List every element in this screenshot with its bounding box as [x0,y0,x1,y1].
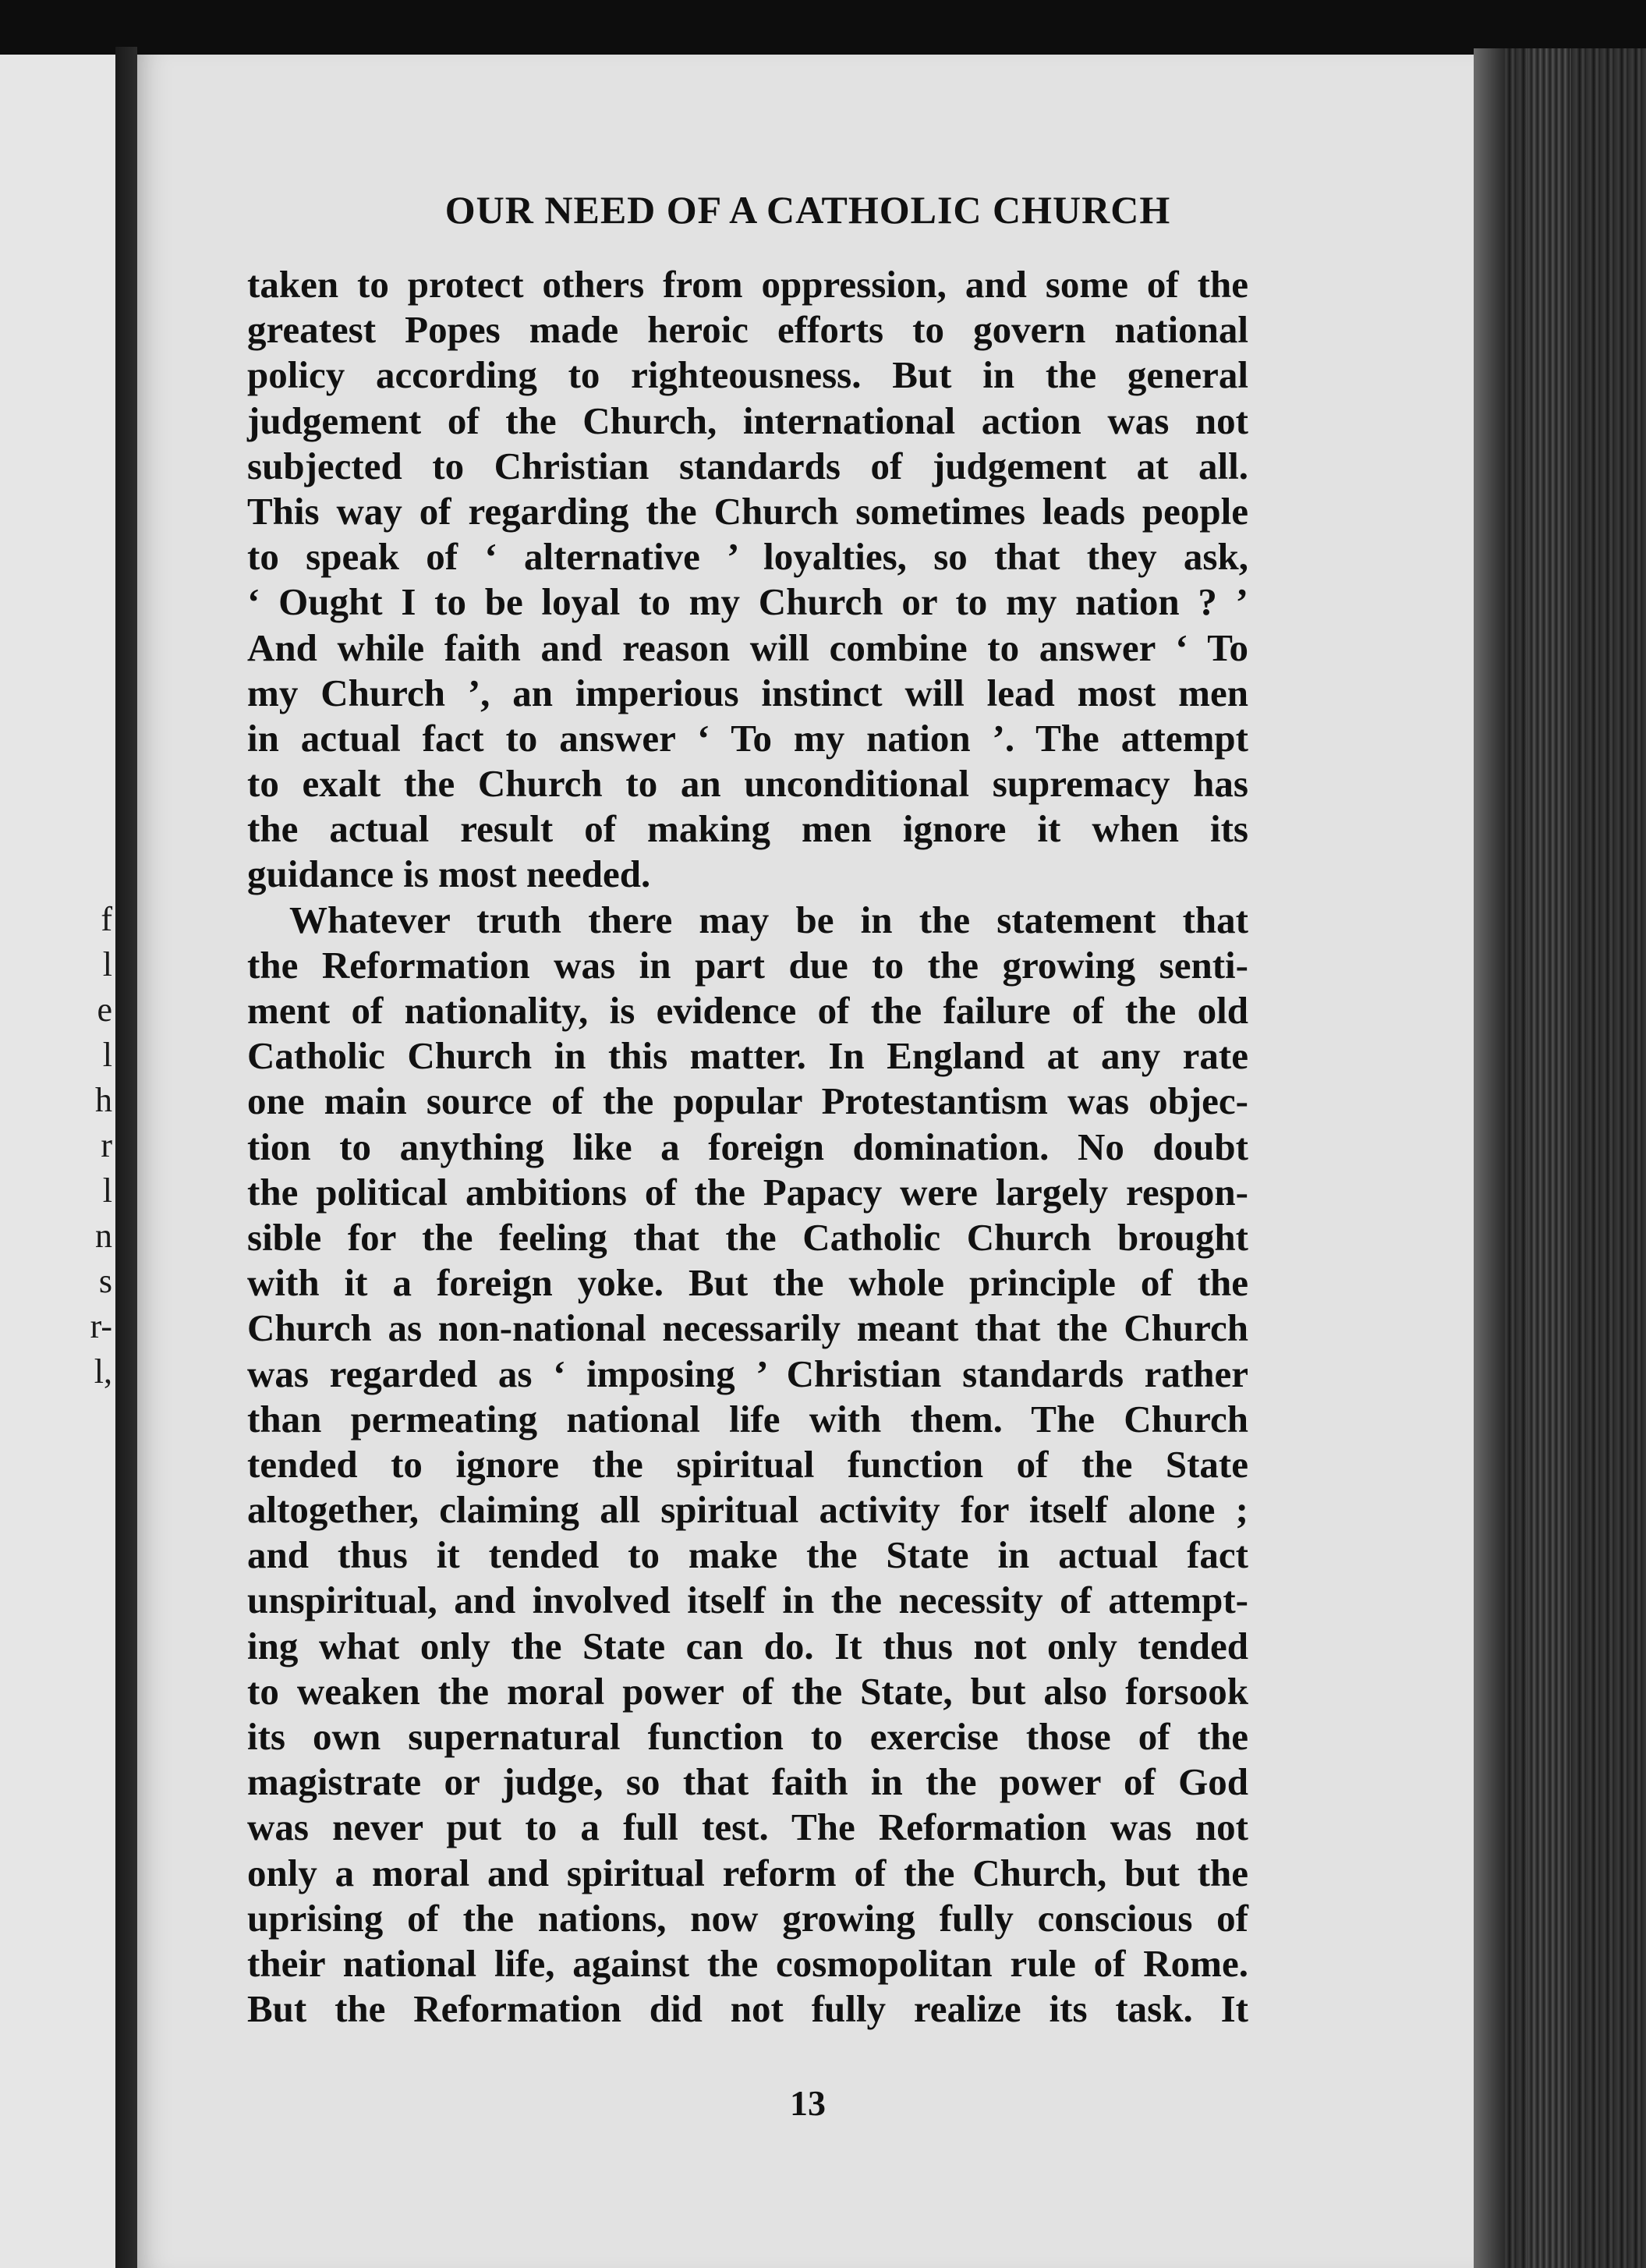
text-line: tion to anything like a foreign domination. No doubt [247,1125,1248,1168]
text-line: in actual fact to answer ‘ To my nation ’. The attempt [247,716,1248,760]
text-line: my Church ’, an imperious instinct will lead most men [247,671,1248,714]
text-line: judgement of the Church, international action was not [247,399,1248,442]
text-line: to weaken the moral power of the State, but also forsook [247,1669,1248,1713]
running-head: OUR NEED OF A CATHOLIC CHURCH [444,188,1171,232]
text-line: policy according to righteousness. But in the general [247,353,1248,397]
page-edges-stack [1474,48,1646,2268]
left-fragment: s [98,1262,112,1300]
left-fragment: e [97,990,112,1029]
left-fragment: l [102,1171,112,1210]
book-page [137,55,1478,2268]
left-facing-page [0,55,117,2268]
text-line: than permeating national life with them. The Church [247,1397,1248,1441]
book-gutter [115,47,137,2268]
left-page-text-fragments [0,897,117,1394]
text-line: and thus it tended to make the State in actual fact [247,1533,1248,1577]
left-fragment: r- [90,1307,112,1345]
text-line: sible for the feeling that the Catholic Church brought [247,1215,1248,1259]
text-line: their national life, against the cosmopolitan rule of Rome. [247,1941,1248,1985]
text-line: And while faith and reason will combine to answer ‘ To [247,625,1248,669]
body-text [247,262,1248,2032]
text-line: magistrate or judge, so that faith in the power of God [247,1760,1248,1804]
text-line: its own supernatural function to exercise those of the [247,1715,1248,1758]
text-line: was never put to a full test. The Reformation was not [247,1806,1248,1849]
text-line: Whatever truth there may be in the statement that [289,898,1248,941]
text-line: ing what only the State can do. It thus not only tended [247,1624,1248,1667]
text-line: Church as non-national necessarily meant that the Church [247,1306,1248,1350]
text-line: tended to ignore the spiritual function of the State [247,1442,1248,1486]
text-line: only a moral and spiritual reform of the Church, but the [247,1851,1248,1894]
paragraph [247,898,1248,2032]
text-line: the political ambitions of the Papacy were largely respon- [247,1170,1248,1214]
page-number: 13 [790,2083,826,2123]
text-line: to speak of ‘ alternative ’ loyalties, so that they ask, [247,535,1248,579]
text-line: subjected to Christian standards of judgement at all. [247,444,1248,487]
text-line: to exalt the Church to an unconditional supremacy has [247,762,1248,806]
text-line: Catholic Church in this matter. In England at any rate [247,1034,1248,1078]
left-fragment: f [101,900,112,938]
text-line: altogether, claiming all spiritual activity for itself alone ; [247,1488,1248,1532]
text-line: This way of regarding the Church sometimes leads people [247,489,1248,533]
page-edge-texture [1528,48,1571,2268]
text-line: was regarded as ‘ imposing ’ Christian standards rather [247,1352,1248,1395]
left-fragment: r [101,1126,112,1164]
left-fragment: l [102,1036,112,1074]
text-line: one main source of the popular Protestantism was objec- [247,1079,1248,1123]
text-line: guidance is most needed. [247,852,651,896]
text-line: unspiritual, and involved itself in the necessity of attempt- [247,1579,1248,1622]
left-fragment: h [95,1081,112,1119]
text-line: the Reformation was in part due to the growing senti- [247,943,1248,987]
left-fragment: n [95,1217,112,1255]
text-line: ment of nationality, is evidence of the failure of the old [247,989,1248,1032]
text-line: greatest Popes made heroic efforts to govern national [247,308,1248,352]
page-edge-highlight [1474,48,1505,2268]
text-line: But the Reformation did not fully realize its task. It [247,1987,1248,2031]
text-line: with it a foreign yoke. But the whole principle of the [247,1261,1248,1305]
text-line: the actual result of making men ignore it when its [247,807,1248,851]
left-fragment: l [102,945,112,983]
left-fragment: l, [94,1352,112,1391]
paragraph [247,262,1248,898]
text-line: taken to protect others from oppression, and some of the [247,263,1248,306]
text-line: ‘ Ought I to be loyal to my Church or to my nation ? ’ [247,580,1248,624]
text-line: uprising of the nations, now growing fully conscious of [247,1896,1248,1940]
